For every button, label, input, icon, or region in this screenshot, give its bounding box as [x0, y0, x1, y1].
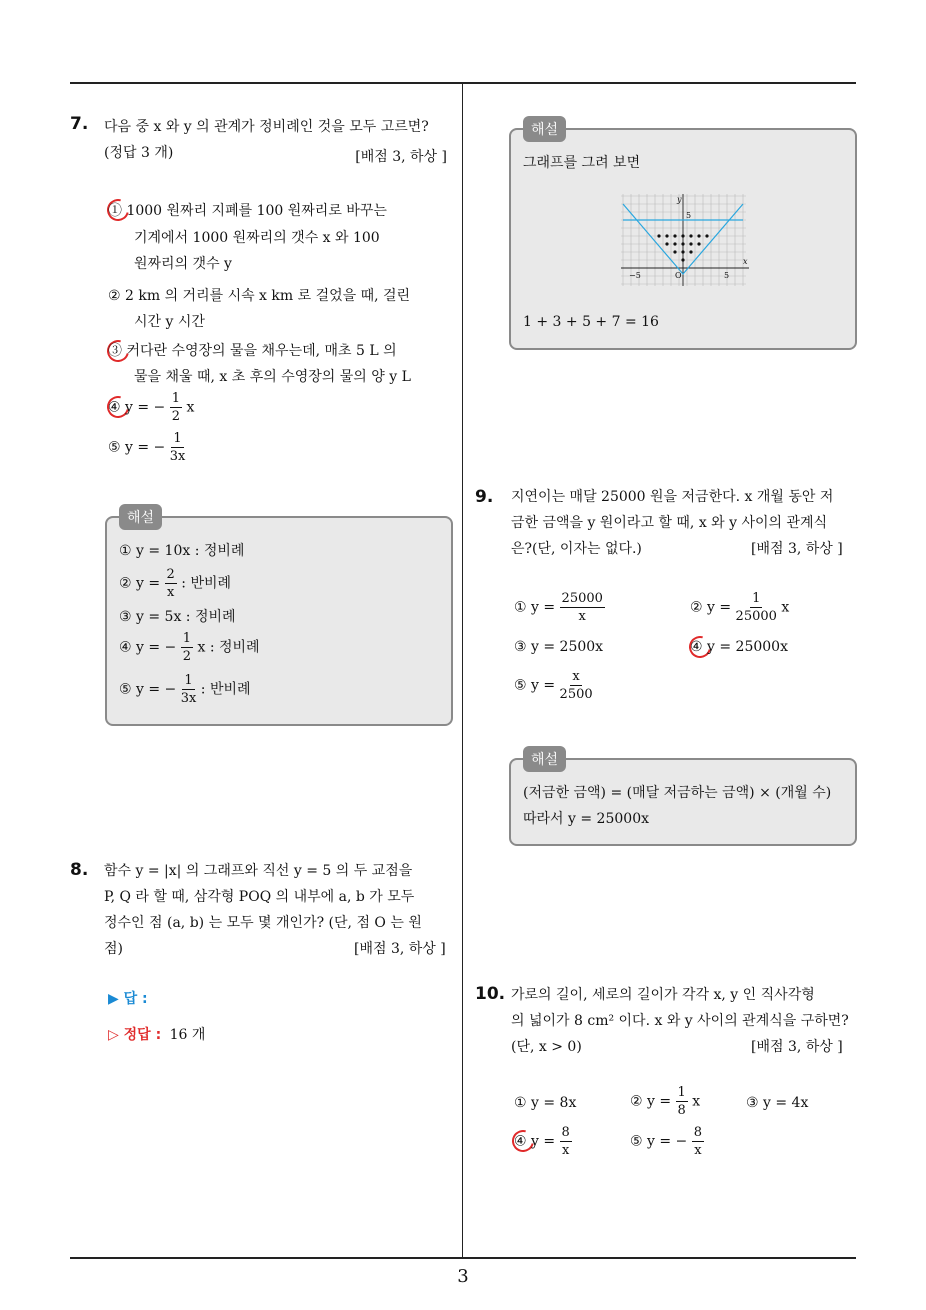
option-5-prefix: ⑤ y = − — [108, 439, 166, 456]
question-number: 8. — [70, 860, 89, 880]
numerator: 1 — [171, 391, 181, 406]
option-5[interactable] — [108, 430, 185, 465]
solution-box-q8 — [509, 122, 857, 350]
solution-line — [119, 672, 251, 707]
correct-answer — [108, 1024, 205, 1044]
solution-box-q9 — [509, 752, 857, 846]
solution-tag: 해설 — [119, 504, 162, 530]
option-1-line[interactable]: ① 1000 원짜리 지폐를 100 원짜리로 바꾸는 — [108, 203, 387, 219]
question-text-line: 함수 y = |x| 의 그래프와 직선 y = 5 의 두 교점을 — [104, 863, 413, 879]
fraction — [170, 430, 186, 465]
solution-line: 따라서 y = 25000x — [523, 811, 649, 827]
graph-tick-xm5: −5 — [629, 271, 641, 280]
numerator: 8 — [561, 1125, 570, 1140]
solution-line: ① y = 10x : 정비례 — [119, 543, 245, 559]
question-text-line: 은?(단, 이자는 없다.) — [511, 541, 642, 557]
fraction — [181, 630, 193, 665]
option-prefix: ⑤ y = − — [630, 1133, 688, 1150]
question-text-line: 정수인 점 (a, b) 는 모두 몇 개인가? (단, 점 O 는 원 — [104, 915, 422, 931]
solution-graph — [621, 194, 751, 286]
graph-tick-y5: 5 — [686, 211, 692, 220]
question-number: 7. — [70, 114, 89, 134]
solution-prefix: ⑤ y = − — [119, 681, 177, 698]
option-1[interactable]: ① y = 8x — [514, 1095, 577, 1111]
question-text-line: 금한 금액을 y 원이라고 할 때, x 와 y 사이의 관계식 — [511, 515, 828, 531]
page-number: 3 — [457, 1266, 469, 1287]
numerator: 2 — [166, 567, 175, 582]
correct-label: ▷ 정답 : — [108, 1027, 162, 1043]
fraction — [170, 390, 182, 425]
question-text-line: 지연이는 매달 25000 원을 저금한다. x 개월 동안 저 — [511, 489, 834, 505]
option-prefix: ④ y = — [514, 1133, 556, 1150]
denominator: 2 — [171, 409, 181, 424]
denominator: 2 — [182, 649, 192, 664]
option-2-line: 시간 y 시간 — [134, 314, 205, 330]
solution-line: ③ y = 5x : 정비례 — [119, 609, 236, 625]
score-label: [배점 3, 하상 ] — [354, 941, 446, 957]
option-3-line[interactable]: ③ 커다란 수영장의 물을 채우는데, 매초 5 L 의 — [108, 343, 397, 359]
solution-tag: 해설 — [523, 746, 566, 772]
solution-line: (저금한 금액) = (매달 저금하는 금액) × (개월 수) — [523, 785, 832, 801]
option-4[interactable]: ④ y = 25000x — [690, 639, 788, 655]
score-label: [배점 3, 하상 ] — [751, 1039, 843, 1055]
solution-box-q7 — [105, 510, 453, 726]
solution-line: 그래프를 그려 보면 — [523, 155, 641, 171]
fraction — [560, 590, 605, 625]
fraction — [560, 1124, 572, 1159]
solution-prefix: ④ y = − — [119, 639, 177, 656]
fraction — [560, 668, 593, 703]
bottom-rule — [70, 1257, 856, 1259]
top-rule — [70, 82, 856, 84]
option-4-suffix: x — [186, 399, 195, 416]
option-suffix: x — [692, 1093, 701, 1110]
numerator: x — [572, 669, 580, 684]
option-2[interactable] — [690, 590, 789, 625]
denominator: 8 — [677, 1103, 686, 1118]
denominator: 3x — [169, 449, 186, 464]
option-1-line: 기계에서 1000 원짜리의 갯수 x 와 100 — [134, 230, 380, 246]
numerator: 1 — [182, 631, 192, 646]
question-number: 9. — [475, 487, 494, 507]
option-suffix: x — [781, 599, 790, 616]
solution-suffix: : 반비례 — [181, 575, 232, 592]
graph-origin: O — [675, 271, 682, 280]
denominator: x — [694, 1143, 702, 1158]
question-text-line: 의 넓이가 8 cm² 이다. x 와 y 사이의 관계식을 구하면? — [511, 1013, 849, 1029]
solution-prefix: ② y = — [119, 575, 161, 592]
graph-tick-x5: 5 — [724, 271, 730, 280]
numerator: 1 — [752, 591, 761, 606]
denominator: 3x — [180, 691, 197, 706]
option-1-line: 원짜리의 갯수 y — [134, 256, 232, 272]
question-text-line: 가로의 길이, 세로의 길이가 각각 x, y 인 직사각형 — [511, 987, 815, 1003]
solution-suffix: : 반비례 — [200, 681, 251, 698]
fraction — [165, 566, 177, 601]
numerator: 1 — [184, 673, 193, 688]
option-prefix: ② y = — [690, 599, 732, 616]
numerator: 1 — [677, 1085, 686, 1100]
option-prefix: ⑤ y = — [514, 677, 556, 694]
denominator: x — [578, 609, 586, 624]
numerator: 25000 — [561, 591, 603, 606]
option-prefix: ① y = — [514, 599, 556, 616]
fraction — [181, 672, 197, 707]
numerator: 1 — [173, 431, 182, 446]
option-2[interactable] — [630, 1084, 700, 1119]
denominator: 25000 — [735, 609, 777, 624]
question-text-line: (정답 3 개) — [104, 145, 174, 161]
column-divider — [462, 84, 463, 1257]
option-5[interactable] — [514, 668, 593, 703]
solution-line: 1 + 3 + 5 + 7 = 16 — [523, 314, 659, 330]
graph-x-label: x — [743, 257, 748, 266]
fraction — [692, 1124, 704, 1159]
solution-tag: 해설 — [523, 116, 566, 142]
fraction — [676, 1084, 688, 1119]
correct-value: 16 개 — [169, 1027, 206, 1043]
option-4-prefix: ④ y = − — [108, 399, 166, 416]
option-prefix: ② y = — [630, 1093, 672, 1110]
denominator: x — [167, 585, 175, 600]
solution-line — [119, 630, 260, 665]
option-3[interactable]: ③ y = 4x — [746, 1095, 809, 1111]
question-text-line: P, Q 라 할 때, 삼각형 POQ 의 내부에 a, b 가 모두 — [104, 889, 415, 905]
score-label: [배점 3, 하상 ] — [751, 541, 843, 557]
score-label: [배점 3, 하상 ] — [355, 149, 447, 165]
question-text-line: (단, x > 0) — [511, 1039, 582, 1055]
denominator: x — [562, 1143, 570, 1158]
option-2-line[interactable]: ② 2 km 의 거리를 시속 x km 로 걸었을 때, 걸린 — [108, 288, 411, 304]
option-5[interactable] — [630, 1124, 704, 1159]
question-text-line: 점) — [104, 941, 123, 957]
fraction — [736, 590, 777, 625]
option-4[interactable] — [108, 390, 194, 425]
question-text-line: 다음 중 x 와 y 의 관계가 정비례인 것을 모두 고르면? — [104, 119, 429, 135]
solution-line — [119, 566, 231, 601]
graph-y-label: y — [677, 195, 682, 204]
option-3-line: 물을 채울 때, x 초 후의 수영장의 물의 양 y L — [134, 369, 411, 385]
option-1[interactable] — [514, 590, 605, 625]
option-3[interactable]: ③ y = 2500x — [514, 639, 604, 655]
numerator: 8 — [693, 1125, 703, 1140]
answer-label: ▶ 답 : — [108, 991, 148, 1007]
denominator: 2500 — [559, 687, 593, 702]
solution-suffix: x : 정비례 — [197, 639, 260, 656]
question-number: 10. — [475, 984, 506, 1004]
option-4[interactable] — [514, 1124, 572, 1159]
